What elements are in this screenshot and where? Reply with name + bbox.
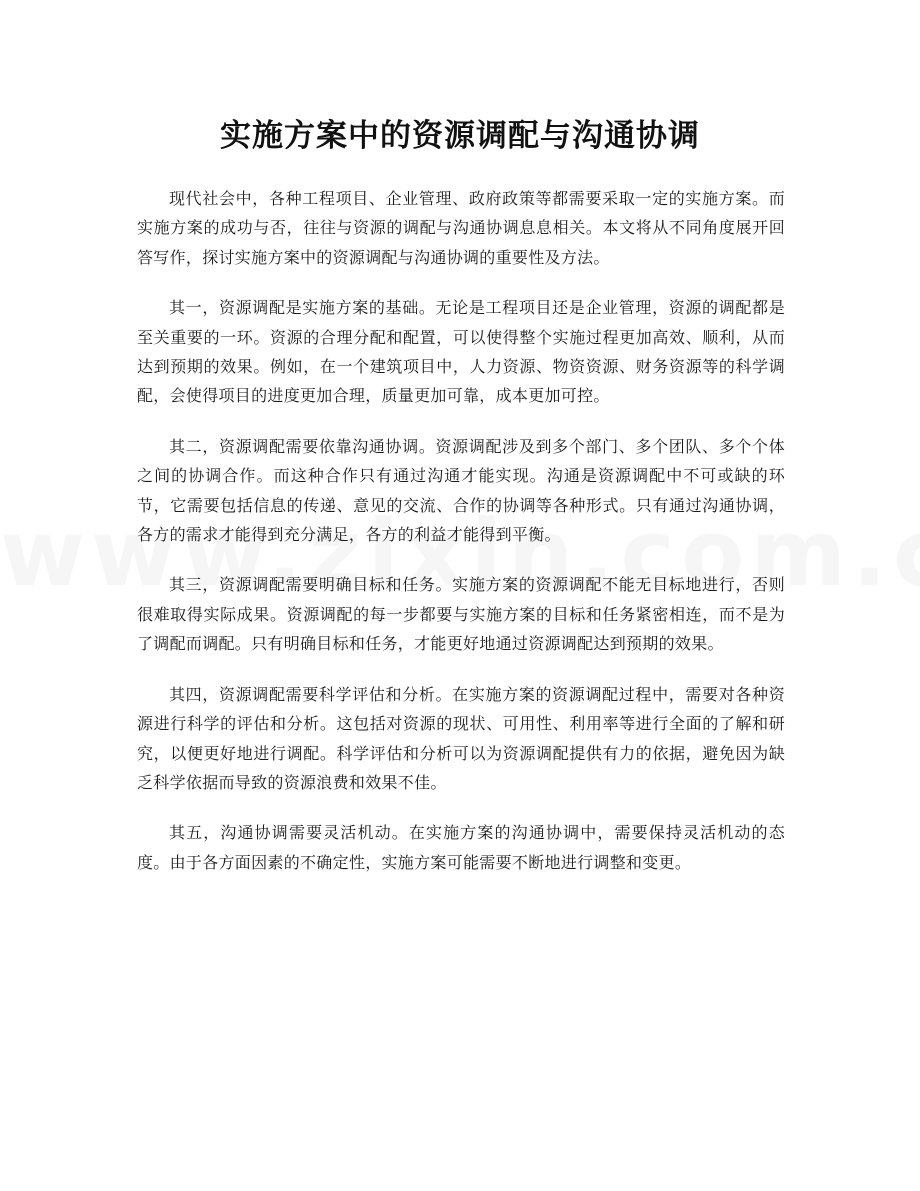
paragraph-4: 其四，资源调配需要科学评估和分析。在实施方案的资源调配过程中，需要对各种资源进行科学的评估和分析。这包括对资源的现状、可用性、利用率等进行全面的了解和研究，以便更好地进行调配。科学评估和分析可以为资源调配提供有力的依据，避免因为缺乏科学依据而导致的资源浪费和效果不佳。 — [137, 684, 785, 792]
paragraph-5: 其五，沟通协调需要灵活机动。在实施方案的沟通协调中，需要保持灵活机动的态度。由于各方面因素的不确定性，实施方案可能需要不断地进行调整和变更。 — [137, 823, 785, 872]
paragraph-1: 其一，资源调配是实施方案的基础。无论是工程项目还是企业管理，资源的调配都是至关重要的一环。资源的合理分配和配置，可以使得整个实施过程更加高效、顺利，从而达到预期的效果。例如，在一个建筑项目中，人力资源、物资资源、财务资源等的科学调配，会使得项目的进度更加合理，质量更加可靠，成本更加可控。 — [137, 298, 785, 406]
paragraph-3: 其三，资源调配需要明确目标和任务。实施方案的资源调配不能无目标地进行，否则很难取得实际成果。资源调配的每一步都要与实施方案的目标和任务紧密相连，而不是为了调配而调配。只有明确目标和任务，才能更好地通过资源调配达到预期的效果。 — [137, 575, 785, 654]
paragraph-2: 其二，资源调配需要依靠沟通协调。资源调配涉及到多个部门、多个团队、多个个体之间的协调合作。而这种合作只有通过沟通才能实现。沟通是资源调配中不可或缺的环节，它需要包括信息的传递、意见的交流、合作的协调等各种形式。只有通过沟通协调，各方的需求才能得到充分满足，各方的利益才能得到平衡。 — [137, 436, 785, 545]
document-body — [137, 184, 785, 898]
paragraph-intro: 现代社会中，各种工程项目、企业管理、政府政策等都需要采取一定的实施方案。而实施方案的成功与否，往往与资源的调配与沟通协调息息相关。本文将从不同角度展开回答写作，探讨实施方案中的资源调配与沟通协调的重要性及方法。 — [137, 189, 785, 267]
page-title: 实施方案中的资源调配与沟通协调 — [220, 118, 700, 154]
